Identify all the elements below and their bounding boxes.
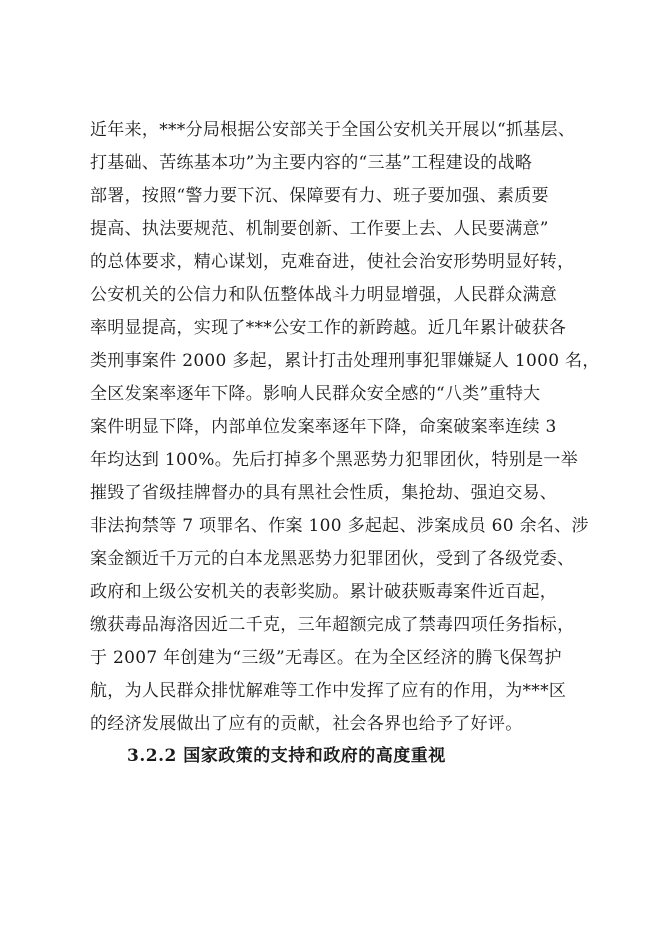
paragraph-line: 摧毁了省级挂牌督办的具有黑社会性质，集抢劫、强迫交易、 <box>90 483 558 503</box>
paragraph-line: 案件明显下降，内部单位发案率逐年下降，命案破案率连续 3 <box>90 417 557 437</box>
paragraph-line: 全区发案率逐年下降。影响人民群众安全感的“八类”重特大 <box>90 384 541 404</box>
paragraph-line: 非法拘禁等 7 项罪名、作案 100 多起起、涉案成员 60 余名、涉 <box>90 516 589 536</box>
paragraph-line: 缴获毒品海洛因近二千克，三年超额完成了禁毒四项任务指标， <box>90 615 575 635</box>
paragraph-line: 于 2007 年创建为“三级”无毒区。在为全区经济的腾飞保驾护 <box>90 648 562 668</box>
paragraph-line: 的总体要求，精心谋划，克难奋进，使社会治安形势明显好转， <box>90 252 575 272</box>
section-heading: 3.2.2 国家政策的支持和政府的高度重视 <box>127 746 446 766</box>
paragraph-line: 的经济发展做出了应有的贡献，社会各界也给予了好评。 <box>90 714 523 734</box>
paragraph-line: 类刑事案件 2000 多起，累计打击处理刑事犯罪嫌疑人 1000 名， <box>90 351 600 371</box>
paragraph-line: 率明显提高，实现了***公安工作的新跨越。近几年累计破获各 <box>90 318 567 338</box>
paragraph-line: 部署，按照“警力要下沉、保障要有力、班子要加强、素质要 <box>90 186 549 206</box>
paragraph-line: 打基础、苦练基本功”为主要内容的“三基”工程建设的战略 <box>90 153 533 173</box>
paragraph-line: 提高、执法要规范、机制要创新、工作要上去、人民要满意” <box>90 219 549 239</box>
paragraph-line: 近年来，***分局根据公安部关于全国公安机关开展以“抓基层、 <box>90 120 576 140</box>
paragraph-line: 航，为人民群众排忧解难等工作中发挥了应有的作用，为***区 <box>90 681 567 701</box>
paragraph-line: 年均达到 100%。先后打掉多个黑恶势力犯罪团伙，特别是一举 <box>90 450 579 470</box>
paragraph-line: 案金额近千万元的白本龙黑恶势力犯罪团伙，受到了各级党委、 <box>90 549 575 569</box>
paragraph-line: 政府和上级公安机关的表彰奖励。累计破获贩毒案件近百起， <box>90 582 558 602</box>
paragraph-line: 公安机关的公信力和队伍整体战斗力明显增强，人民群众满意 <box>90 285 558 305</box>
